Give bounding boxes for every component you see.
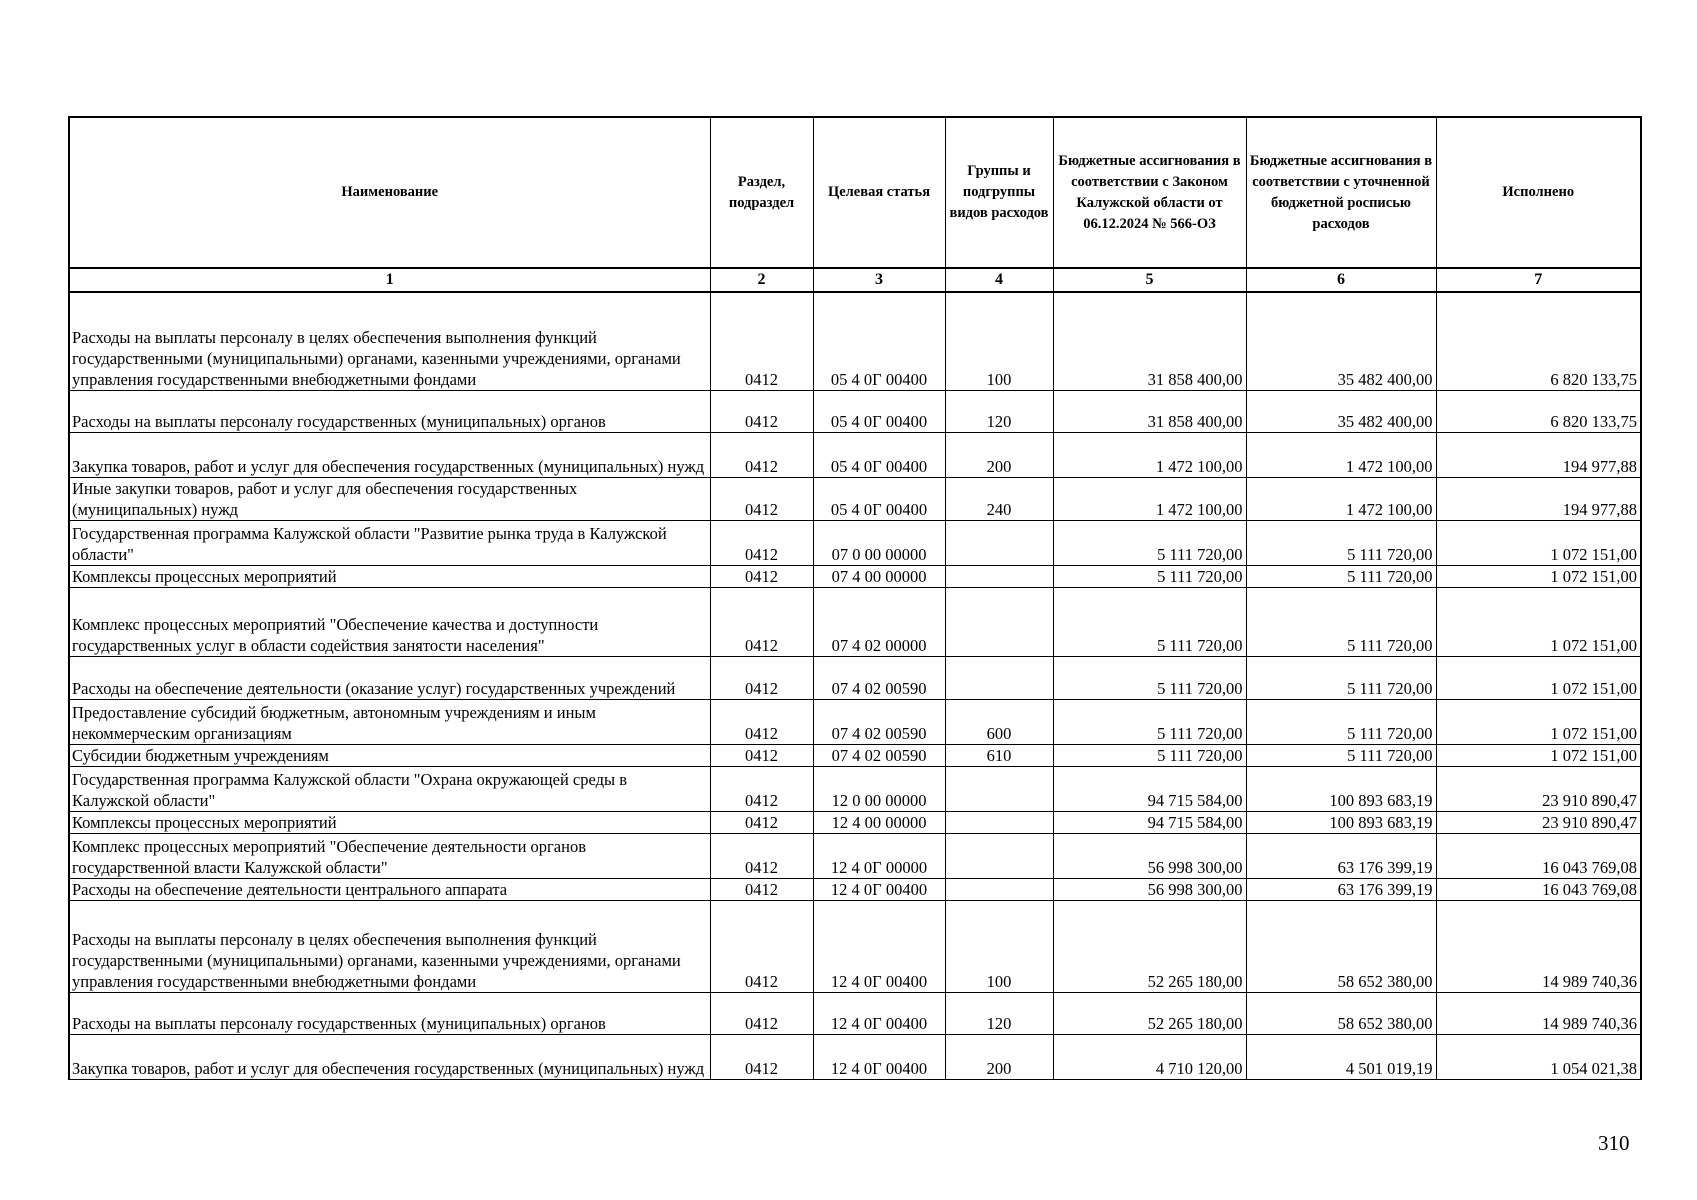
column-number: 5 (1053, 268, 1246, 292)
row-law-allocation-cell: 5 111 720,00 (1053, 520, 1246, 565)
row-section-cell: 0412 (710, 811, 813, 833)
row-target-article-cell: 12 4 0Г 00000 (813, 833, 945, 878)
table-body (69, 292, 1641, 1079)
row-name-cell: Субсидии бюджетным учреждениям (69, 744, 710, 766)
row-expense-group-cell (945, 811, 1053, 833)
row-revised-allocation-cell: 5 111 720,00 (1246, 699, 1436, 744)
row-section-cell: 0412 (710, 390, 813, 432)
row-name-cell: Комплекс процессных мероприятий "Обеспечение деятельности органов государственной власти Калужской области" (69, 833, 710, 878)
header-row (69, 117, 1641, 268)
column-number: 7 (1436, 268, 1641, 292)
table-row (69, 565, 1641, 587)
row-executed-cell: 1 054 021,38 (1436, 1034, 1641, 1079)
row-expense-group-cell (945, 656, 1053, 699)
row-section-cell: 0412 (710, 766, 813, 811)
row-expense-group-cell: 610 (945, 744, 1053, 766)
table-row (69, 390, 1641, 432)
row-target-article-cell: 05 4 0Г 00400 (813, 432, 945, 477)
row-executed-cell: 1 072 151,00 (1436, 744, 1641, 766)
table-row (69, 878, 1641, 900)
row-executed-cell: 14 989 740,36 (1436, 900, 1641, 992)
row-revised-allocation-cell: 35 482 400,00 (1246, 292, 1436, 390)
table-row (69, 992, 1641, 1034)
row-section-cell: 0412 (710, 587, 813, 656)
row-revised-allocation-cell: 5 111 720,00 (1246, 587, 1436, 656)
row-executed-cell: 194 977,88 (1436, 477, 1641, 520)
row-section-cell: 0412 (710, 699, 813, 744)
row-expense-group-cell: 200 (945, 432, 1053, 477)
row-executed-cell: 23 910 890,47 (1436, 811, 1641, 833)
table-row (69, 744, 1641, 766)
row-executed-cell: 1 072 151,00 (1436, 565, 1641, 587)
header-executed: Исполнено (1436, 117, 1641, 268)
row-section-cell: 0412 (710, 432, 813, 477)
row-name-cell: Государственная программа Калужской области "Охрана окружающей среды в Калужской области" (69, 766, 710, 811)
row-executed-cell: 1 072 151,00 (1436, 520, 1641, 565)
row-target-article-cell: 12 4 00 00000 (813, 811, 945, 833)
header-expense-group: Группы и подгруппы видов расходов (945, 117, 1053, 268)
row-revised-allocation-cell: 100 893 683,19 (1246, 811, 1436, 833)
row-revised-allocation-cell: 58 652 380,00 (1246, 992, 1436, 1034)
row-target-article-cell: 12 0 00 00000 (813, 766, 945, 811)
column-number: 6 (1246, 268, 1436, 292)
table-row (69, 432, 1641, 477)
row-expense-group-cell: 100 (945, 292, 1053, 390)
row-executed-cell: 194 977,88 (1436, 432, 1641, 477)
row-target-article-cell: 12 4 0Г 00400 (813, 992, 945, 1034)
row-name-cell: Расходы на выплаты персоналу государственных (муниципальных) органов (69, 992, 710, 1034)
row-name-cell: Расходы на выплаты персоналу государственных (муниципальных) органов (69, 390, 710, 432)
row-name-cell: Закупка товаров, работ и услуг для обеспечения государственных (муниципальных) нужд (69, 432, 710, 477)
row-expense-group-cell: 120 (945, 390, 1053, 432)
row-name-cell: Комплексы процессных мероприятий (69, 811, 710, 833)
row-revised-allocation-cell: 5 111 720,00 (1246, 520, 1436, 565)
row-law-allocation-cell: 52 265 180,00 (1053, 992, 1246, 1034)
row-name-cell: Закупка товаров, работ и услуг для обеспечения государственных (муниципальных) нужд (69, 1034, 710, 1079)
row-executed-cell: 6 820 133,75 (1436, 390, 1641, 432)
row-section-cell: 0412 (710, 878, 813, 900)
row-law-allocation-cell: 1 472 100,00 (1053, 432, 1246, 477)
row-target-article-cell: 07 4 02 00590 (813, 656, 945, 699)
row-law-allocation-cell: 5 111 720,00 (1053, 699, 1246, 744)
row-expense-group-cell: 100 (945, 900, 1053, 992)
row-expense-group-cell: 200 (945, 1034, 1053, 1079)
header-law-allocation: Бюджетные ассигнования в соответствии с Законом Калужской области от 06.12.2024 № 566-ОЗ (1053, 117, 1246, 268)
table-row (69, 699, 1641, 744)
row-law-allocation-cell: 5 111 720,00 (1053, 587, 1246, 656)
row-name-cell: Предоставление субсидий бюджетным, автономным учреждениям и иным некоммерческим организациям (69, 699, 710, 744)
row-law-allocation-cell: 94 715 584,00 (1053, 811, 1246, 833)
row-law-allocation-cell: 1 472 100,00 (1053, 477, 1246, 520)
row-revised-allocation-cell: 5 111 720,00 (1246, 656, 1436, 699)
table-row (69, 520, 1641, 565)
row-name-cell: Комплексы процессных мероприятий (69, 565, 710, 587)
header-revised-allocation: Бюджетные ассигнования в соответствии с уточненной бюджетной росписью расходов (1246, 117, 1436, 268)
row-executed-cell: 16 043 769,08 (1436, 833, 1641, 878)
row-section-cell: 0412 (710, 477, 813, 520)
row-section-cell: 0412 (710, 656, 813, 699)
row-name-cell: Государственная программа Калужской области "Развитие рынка труда в Калужской области" (69, 520, 710, 565)
row-expense-group-cell (945, 833, 1053, 878)
row-law-allocation-cell: 5 111 720,00 (1053, 565, 1246, 587)
column-number: 4 (945, 268, 1053, 292)
row-target-article-cell: 05 4 0Г 00400 (813, 477, 945, 520)
row-expense-group-cell: 600 (945, 699, 1053, 744)
table-row (69, 656, 1641, 699)
row-name-cell: Расходы на выплаты персоналу в целях обеспечения выполнения функций государственными (муниципальными) органами, казенными учреждениями, органами управления государственными внебюджетными фондами (69, 900, 710, 992)
row-law-allocation-cell: 5 111 720,00 (1053, 656, 1246, 699)
row-target-article-cell: 07 4 00 00000 (813, 565, 945, 587)
row-law-allocation-cell: 52 265 180,00 (1053, 900, 1246, 992)
row-revised-allocation-cell: 100 893 683,19 (1246, 766, 1436, 811)
header-name: Наименование (69, 117, 710, 268)
row-revised-allocation-cell: 58 652 380,00 (1246, 900, 1436, 992)
table-row (69, 766, 1641, 811)
row-name-cell: Расходы на обеспечение деятельности центрального аппарата (69, 878, 710, 900)
row-law-allocation-cell: 56 998 300,00 (1053, 833, 1246, 878)
row-law-allocation-cell: 56 998 300,00 (1053, 878, 1246, 900)
budget-expenditure-table (68, 116, 1642, 1080)
table-row (69, 292, 1641, 390)
row-name-cell: Комплекс процессных мероприятий "Обеспечение качества и доступности государственных услуг в области содействия занятости населения" (69, 587, 710, 656)
row-expense-group-cell (945, 565, 1053, 587)
row-revised-allocation-cell: 5 111 720,00 (1246, 744, 1436, 766)
row-executed-cell: 6 820 133,75 (1436, 292, 1641, 390)
row-revised-allocation-cell: 35 482 400,00 (1246, 390, 1436, 432)
row-revised-allocation-cell: 1 472 100,00 (1246, 432, 1436, 477)
table-row (69, 587, 1641, 656)
row-section-cell: 0412 (710, 744, 813, 766)
row-target-article-cell: 07 0 00 00000 (813, 520, 945, 565)
row-target-article-cell: 07 4 02 00590 (813, 699, 945, 744)
table-row (69, 900, 1641, 992)
row-law-allocation-cell: 94 715 584,00 (1053, 766, 1246, 811)
row-expense-group-cell (945, 520, 1053, 565)
table-row (69, 477, 1641, 520)
row-target-article-cell: 12 4 0Г 00400 (813, 900, 945, 992)
row-target-article-cell: 05 4 0Г 00400 (813, 390, 945, 432)
row-expense-group-cell (945, 878, 1053, 900)
table-row (69, 811, 1641, 833)
row-revised-allocation-cell: 4 501 019,19 (1246, 1034, 1436, 1079)
table-row (69, 833, 1641, 878)
row-name-cell: Расходы на выплаты персоналу в целях обеспечения выполнения функций государственными (муниципальными) органами, казенными учреждениями, органами управления государственными внебюджетными фондами (69, 292, 710, 390)
row-section-cell: 0412 (710, 1034, 813, 1079)
page-number: 310 (1598, 1131, 1630, 1155)
column-number: 2 (710, 268, 813, 292)
row-target-article-cell: 12 4 0Г 00400 (813, 878, 945, 900)
row-executed-cell: 1 072 151,00 (1436, 699, 1641, 744)
row-executed-cell: 23 910 890,47 (1436, 766, 1641, 811)
header-target-article: Целевая статья (813, 117, 945, 268)
row-executed-cell: 1 072 151,00 (1436, 587, 1641, 656)
row-section-cell: 0412 (710, 900, 813, 992)
row-executed-cell: 1 072 151,00 (1436, 656, 1641, 699)
row-expense-group-cell: 240 (945, 477, 1053, 520)
row-section-cell: 0412 (710, 292, 813, 390)
row-section-cell: 0412 (710, 565, 813, 587)
row-executed-cell: 16 043 769,08 (1436, 878, 1641, 900)
row-revised-allocation-cell: 5 111 720,00 (1246, 565, 1436, 587)
row-expense-group-cell (945, 766, 1053, 811)
column-number-row (69, 268, 1641, 292)
row-expense-group-cell: 120 (945, 992, 1053, 1034)
row-law-allocation-cell: 5 111 720,00 (1053, 744, 1246, 766)
row-revised-allocation-cell: 63 176 399,19 (1246, 878, 1436, 900)
row-target-article-cell: 07 4 02 00590 (813, 744, 945, 766)
header-section: Раздел, подраздел (710, 117, 813, 268)
row-target-article-cell: 05 4 0Г 00400 (813, 292, 945, 390)
column-number: 3 (813, 268, 945, 292)
row-expense-group-cell (945, 587, 1053, 656)
row-target-article-cell: 07 4 02 00000 (813, 587, 945, 656)
row-section-cell: 0412 (710, 992, 813, 1034)
row-name-cell: Расходы на обеспечение деятельности (оказание услуг) государственных учреждений (69, 656, 710, 699)
row-executed-cell: 14 989 740,36 (1436, 992, 1641, 1034)
row-law-allocation-cell: 4 710 120,00 (1053, 1034, 1246, 1079)
column-number: 1 (69, 268, 710, 292)
row-revised-allocation-cell: 63 176 399,19 (1246, 833, 1436, 878)
table-row (69, 1034, 1641, 1079)
row-section-cell: 0412 (710, 833, 813, 878)
row-revised-allocation-cell: 1 472 100,00 (1246, 477, 1436, 520)
row-section-cell: 0412 (710, 520, 813, 565)
row-law-allocation-cell: 31 858 400,00 (1053, 292, 1246, 390)
row-law-allocation-cell: 31 858 400,00 (1053, 390, 1246, 432)
row-name-cell: Иные закупки товаров, работ и услуг для обеспечения государственных (муниципальных) нужд (69, 477, 710, 520)
row-target-article-cell: 12 4 0Г 00400 (813, 1034, 945, 1079)
